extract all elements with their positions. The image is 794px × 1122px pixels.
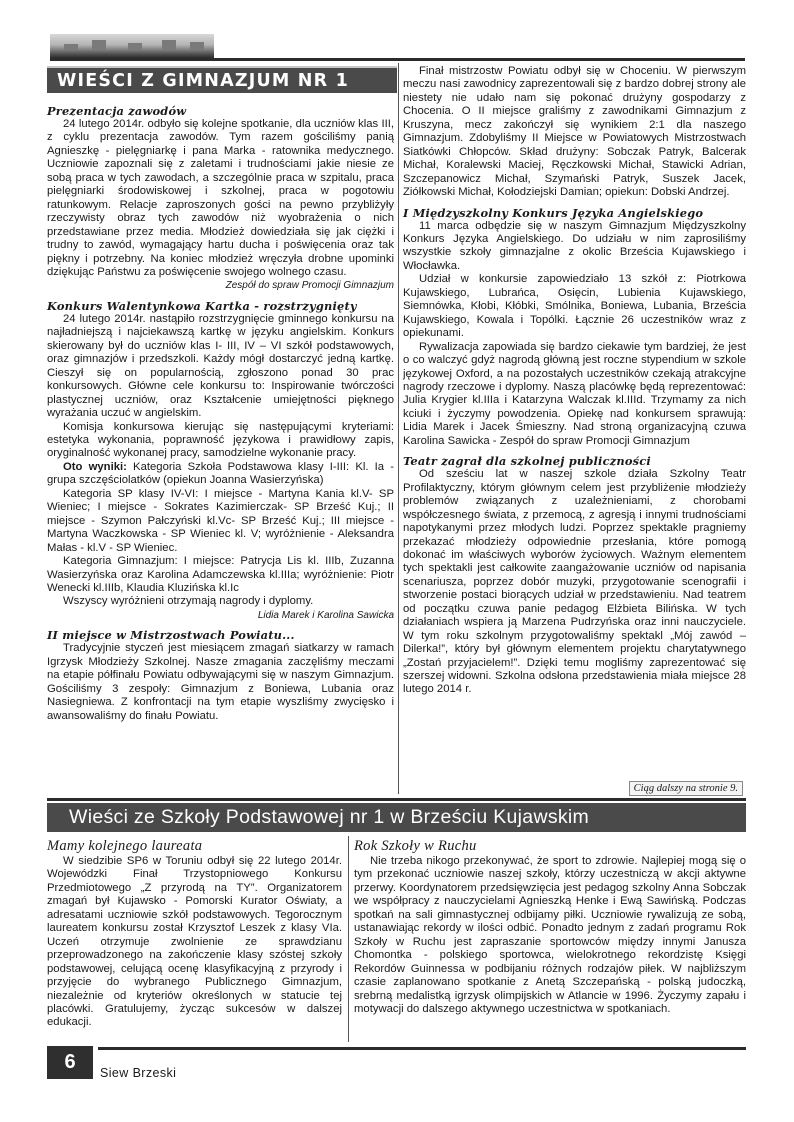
article-paragraph: W siedzibie SP6 w Toruniu odbył się 22 lutego 2014r. Wojewódzki Finał Trzystopniowego Konkursu Przedmiotowego „Z przyrodą na TY”. Organizatorem zmagań był Kujawsko - Pomorski Kurator Oświaty, a adresatami uczniowie szkół podstawowych. Tegorocznym laureatem konkursu został Krzysztof Leszek z klasy VIa. Uczeń otrzymuje zwolnienie ze sprawdzianu przeprowadzonego na zakończenie klasy szóstej szkoły podstawowej, celującą ocenę klasyfikacyjną z przyrody i przyjęcie do wybranego Publicznego Gimnazjum, niezależnie od kryteriów określonych w statucie tej placówki. Gratulujemy, życząc sukcesów w dalszej edukacji.: [47, 855, 342, 1029]
gimnazjum-right-column: [403, 65, 746, 697]
article-paragraph: Od sześciu lat w naszej szkole działa Szkolny Teatr Profilaktyczny, którym głównym celem jest przybliżenie młodzieży problemów związanych z uzależnieniami, z chorobami współczesnego świata, z przemocą, z agresją i innymi trudnościami napotykanymi przez młodych ludzi. Poprzez spektakle pragniemy przekazać młodzieży odpowiednie przesłania, które pomogą dokonać im właściwych wyborów życiowych. Ważnym elementem tych spektakli jest całkowite zaangażowanie uczniów od napisania scenariusza, poprzez dobór muzyki, przygotowanie scenografii i stworzenie postaci biorących udział w przedstawieniu. Nad teatrem od początku czuwa panie pedagog Elżbieta Bilińska. W tych działaniach wspiera ją Marzena Pudrzyńska oraz inni nauczyciele. W tym roku szkolnym przygotowaliśmy spektakl „Mój zawód – Dilerka!”, który był głównym elementem projektu charytatywnego „Zostań przyjacielem!”. Dzięki temu mogliśmy zaprezentować się szerszej widowni. Szkolna odsłona przedstawienia miała miejsce 28 lutego 2014 r.: [403, 468, 746, 696]
article-paragraph: Rywalizacja zapowiada się bardzo ciekawie tym bardziej, że jest o co walczyć gdyż nagrodą główną jest roczne stypendium w szkole językowej Oxford, a na pozostałych uczestników czekają atrakcyjne nagrody rzeczowe i dyplomy. Naszą placówkę będą reprezentować: Julia Krygier kl.IIIa i Katarzyna Walczak kl.IIId. Trzymamy za nich kciuki i życzymy powodzenia. Opiekę nad konkursem sprawują: Lidia Marek i Jacek Śmieszny. Nad stroną organizacyjną czuwa Karolina Sawicka - Zespół do spraw Promocji Gimnazjum: [403, 340, 746, 447]
article-paragraph: Nie trzeba nikogo przekonywać, że sport to zdrowie. Najlepiej mogą się o tym przekonać uczniowie naszej szkoły, którzy uczestniczą w akcji aktywne przerwy. Koordynatorem przedsięwzięcia jest pedagog szkolny Anna Sobczak we współpracy z nauczycielami Agnieszką Henke i Ewą Sawińską. Podczas spotkań na sali gimnastycznej odbijamy piłki. Uczniowie rywalizują ze sobą, ustanawiając rekordy w ilości odbić. Ponadto jednym z zadań programu Rok Szkoły w Ruchu jest zapraszanie sportowców między innymi Janusza Chomontka - polskiego sportowca, wielokrotnego rekordzistę Księgi Rekordów Guinnessa w podbijaniu różnych rodzajów piłek. W najbliższym czasie zaplanowano spotkanie z Anetą Szczepańską - polską judoczką, srebrną medalistką igrzysk olimpijskich w Atlancie w 1996. Życzymy zapału i motywacji do dalszego aktywnego uczestnictwa w spotkaniach.: [354, 855, 746, 1015]
page-number: 6: [47, 1046, 93, 1079]
results-text: Kategoria Szkoła Podstawowa klasy I-III: Kl. Ia - grupa szczęściolatków (opiekun Joanna Wasierzyńska): [47, 460, 394, 487]
article-heading: Teatr zagrał dla szkolnej publiczności: [403, 454, 651, 469]
top-rule: [50, 58, 745, 61]
results-label: Oto wyniki:: [63, 460, 127, 473]
article-paragraph: Wszyscy wyróżnieni otrzymają nagrody i dyplomy.: [63, 595, 314, 608]
article-heading: Konkurs Walentynkowa Kartka - rozstrzygnięty: [47, 298, 357, 313]
article-paragraph: Tradycyjnie styczeń jest miesiącem zmagań siatkarzy w ramach Igrzysk Młodzieży Szkolnej. Nasze zmagania zaczęliśmy meczami na etapie półfinału Powiatu odbywającymi się w naszym Gimnazjum. Gościliśmy 3 zespoły: Gimnazjum z Boniewa, Lubania oraz Nasiegniewa. Z konfrontacji na tym etapie wyszliśmy zwycięsko i awansowaliśmy do finału Powiatu.: [47, 642, 394, 722]
article-heading: I Międzyszkolny Konkurs Języka Angielskiego: [403, 205, 704, 220]
article-paragraph: Finał mistrzostw Powiatu odbył się w Choceniu. W pierwszym meczu nasi zawodnicy zaprezentowali się z bardzo dobrej strony ale niestety nie udało nam się pokonać drużyny gospodarzy z Chocenia. O II miejsce graliśmy z zawodnikami Gimnazjum z Kruszyna, mecz zakończył się wynikiem 2:1 dla naszego Gimnazjum. Zdobyliśmy II Miejsce w Powiatowych Mistrzostwach Siatkówki Chłopców. Skład drużyny: Sobczak Patryk, Balcerak Michał, Koralewski Maciej, Ręczkowski Michał, Stawicki Adrian, Szczepanowicz Michał, Szymański Patryk, Suszek Jacek, Ziółkowski Michał, Kołodziejski Damian; opiekun: Dobski Andrzej.: [403, 65, 746, 199]
header-photo-strip: [50, 34, 214, 58]
gimnazjum-left-column: [47, 98, 394, 723]
section-title-sp1: Wieści ze Szkoły Podstawowej nr 1 w Brześciu Kujawskim: [47, 803, 746, 832]
article-heading: Prezentacja zawodów: [47, 104, 187, 118]
article-heading: II miejsce w Mistrzostwach Powiatu...: [47, 628, 295, 643]
footer-rule: [98, 1047, 746, 1050]
article-signature: Lidia Marek i Karolina Sawicka: [257, 609, 394, 621]
section-title-gimnazjum: WIEŚCI Z GIMNAZJUM NR 1: [47, 66, 397, 93]
article-paragraph: Udział w konkursie zapowiedziało 13 szkół z: Piotrkowa Kujawskiego, Lubrańca, Osięcin, Lubienia Kujawskiego, Siemnówka, Kłobi, Kłóbki, Smólnika, Boniewa, Lubania, Brześcia Kujawskiego, Kowala i Topólki. Łącznie 26 uczestników wraz z opiekunami.: [403, 273, 746, 340]
section-rule: [47, 798, 746, 801]
column-divider: [398, 63, 399, 794]
article-paragraph: 11 marca odbędzie się w naszym Gimnazjum Międzyszkolny Konkurs Języka Angielskiego. Do udziału w nim zaprosiliśmy wszystkie szkoły gimnazjalne z okolic Brześcia Kujawskiego i Włocławka.: [403, 219, 746, 272]
article-signature: Zespół do spraw Promocji Gimnazjum: [225, 280, 394, 292]
article-heading: Rok Szkoły w Ruchu: [354, 838, 477, 854]
publication-title: Siew Brzeski: [100, 1066, 177, 1080]
continued-note: Ciąg dalszy na stronie 9.: [629, 781, 743, 796]
article-paragraph: [47, 461, 394, 488]
article-paragraph: 24 lutego 2014r. nastąpiło rozstrzygnięcie gminnego konkursu na najładniejszą i najciekawszą kartkę w języku angielskim. Konkurs skierowany był do uczniów klas I- III, IV – VI szkół podstawowych, oraz gimnazjów i przedszkoli. Każdy mógł dostarczyć jedną kartkę. Cieszył się on popularnością, zgłoszono ponad 30 prac konkursowych. Główne cele konkursu to: Inspirowanie twórczości plastycznej uczniów, oraz Kształcenie umiejętności pięknego wyrażania uczuć w angielskim.: [47, 312, 394, 420]
column-divider-bottom: [348, 836, 349, 1042]
article-paragraph: Kategoria SP klasy IV-VI: I miejsce - Martyna Kania kl.V- SP Wieniec; I miejsce - Sokrates Kazimierczak- SP Brześć Kuj.; II miejsce - Szymon Pałczyński kl.Vc- SP Brześć Kuj.; III miejsce - Martyna Waczkowska - SP Wieniec kl. V; wyróżnienie - Aleksandra Małas - kl.V - SP Wieniec.: [47, 487, 394, 554]
sp1-right-column: [354, 837, 746, 1016]
article-paragraph: 24 lutego 2014r. odbyło się kolejne spotkanie, dla uczniów klas III, z cyklu prezentacja zawodów. Tym razem gościliśmy panią Agnieszkę - pielęgniarkę i pana Marka - ratownika medycznego. Uczniowie zapoznali się z zaletami i trudnościami jakie niesie ze sobą praca w tych zawodach, a szczególnie praca w szpitalu, praca pielęgniarki środowiskowej i szkolnej, praca w pogotowiu ratunkowym. Relacje zaproszonych gości na pewno przybliżyły rzeczywisty obraz tych zawodów niż wyobrażenia o nich przedstawiane przez media. Młodzież dowiedziała się jak ciężki i trudny to zawód, wymagający hartu ducha i poświęcenia oraz tak piękny i potrzebny. Na koniec młodzież wręczyła drobne upominki dziękując Państwu za poświęcenie swojego wolnego czasu.: [47, 118, 394, 278]
article-paragraph: Kategoria Gimnazjum: I miejsce: Patrycja Lis kl. IIIb, Zuzanna Wasierzyńska oraz Karolina Adamczewska kl.IIIa; wyróżnienie: Piotr Wenecki kl.IIIb, Klaudia Kluzińska kl.Ic: [47, 555, 394, 594]
article-heading: Mamy kolejnego laureata: [47, 838, 203, 854]
article-paragraph: Komisja konkursowa kierując się następującymi kryteriami: estetyka wykonania, poprawność językowa i prawidłowy zapis, oryginalność wykonanej pracy, samodzielne wykonanie pracy.: [47, 420, 394, 460]
sp1-left-column: [47, 837, 342, 1030]
